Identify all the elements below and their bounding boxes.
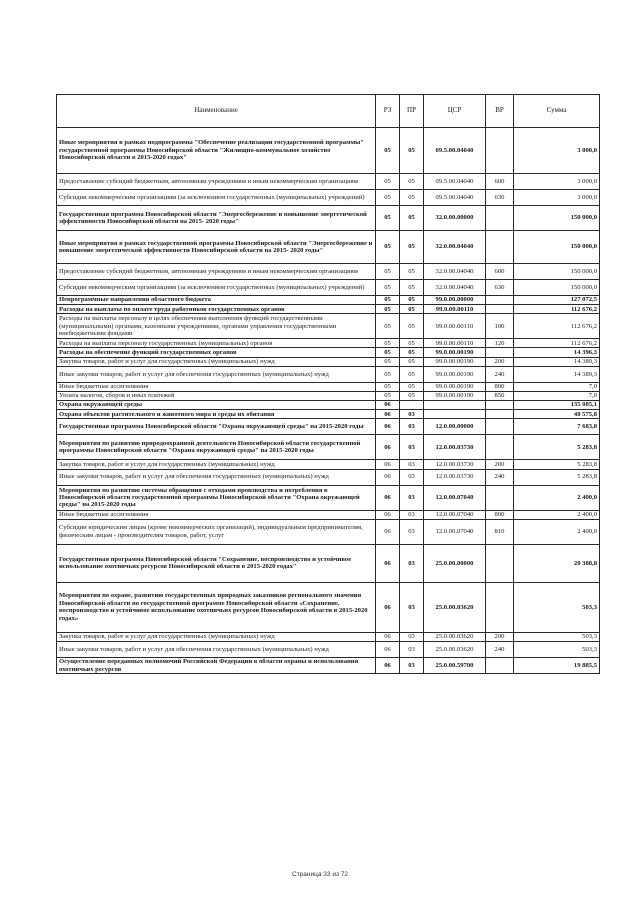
cell-pr — [400, 401, 424, 410]
cell-name: Уплата налогов, сборов и иных платежей — [57, 391, 376, 400]
cell-sum: 127 072,5 — [514, 296, 600, 305]
cell-vr — [486, 305, 514, 314]
cell-pr: 05 — [400, 339, 424, 348]
cell-name: Субсидии некоммерческим организациям (за исключением государственных (муниципальных) учреждений) — [57, 190, 376, 206]
table-row — [57, 460, 600, 469]
cell-pr: 03 — [400, 460, 424, 469]
cell-csr: 99.0.00.00110 — [424, 314, 486, 339]
table-row — [57, 206, 600, 231]
cell-name: Расходы на выплаты персоналу в целях обеспечения выполнения функций государственными (муниципальными) органами, казенными учреждениями, органами управления государственными внебюджетными фондами — [57, 314, 376, 339]
cell-csr: 32.0.00.04040 — [424, 280, 486, 296]
cell-csr: 25.0.00.03620 — [424, 582, 486, 632]
header-pr: ПР — [400, 95, 424, 128]
header-csr: ЦСР — [424, 95, 486, 128]
cell-csr: 12.0.00.03730 — [424, 460, 486, 469]
cell-pr: 05 — [400, 128, 424, 174]
cell-sum: 112 676,2 — [514, 305, 600, 314]
cell-name: Охрана окружающей среды — [57, 401, 376, 410]
cell-sum: 7,0 — [514, 382, 600, 391]
cell-sum: 3 000,0 — [514, 174, 600, 190]
cell-sum: 503,3 — [514, 582, 600, 632]
cell-rz: 05 — [376, 206, 400, 231]
cell-vr — [486, 419, 514, 435]
header-vr: ВР — [486, 95, 514, 128]
table-row — [57, 632, 600, 641]
table-row — [57, 391, 600, 400]
cell-name: Закупка товаров, работ и услуг для государственных (муниципальных) нужд — [57, 357, 376, 366]
cell-sum: 150 000,0 — [514, 231, 600, 264]
cell-vr: 600 — [486, 174, 514, 190]
budget-table — [56, 94, 600, 674]
cell-csr: 12.0.00.07040 — [424, 510, 486, 519]
cell-vr — [486, 435, 514, 460]
cell-vr: 240 — [486, 366, 514, 382]
cell-vr — [486, 348, 514, 357]
cell-rz: 05 — [376, 382, 400, 391]
cell-rz: 05 — [376, 231, 400, 264]
cell-sum: 3 000,0 — [514, 128, 600, 174]
cell-sum: 5 283,8 — [514, 435, 600, 460]
table-row — [57, 382, 600, 391]
cell-rz: 06 — [376, 582, 400, 632]
cell-sum: 7,0 — [514, 391, 600, 400]
cell-vr: 120 — [486, 339, 514, 348]
cell-csr: 25.0.00.03620 — [424, 641, 486, 657]
cell-csr: 99.0.00.00190 — [424, 366, 486, 382]
cell-rz: 05 — [376, 366, 400, 382]
cell-pr: 05 — [400, 357, 424, 366]
cell-pr: 05 — [400, 305, 424, 314]
cell-rz: 06 — [376, 485, 400, 510]
cell-vr — [486, 401, 514, 410]
cell-name: Осуществление переданных полномочий Российской Федерации в области охраны и использования охотничьих ресурсов — [57, 657, 376, 674]
cell-rz: 06 — [376, 435, 400, 460]
cell-pr: 03 — [400, 510, 424, 519]
cell-pr: 05 — [400, 264, 424, 280]
cell-name: Мероприятия по охране, развитию государственных природных заказников регионального значения Новосибирской области по государственной программе Новосибирской области «Сохранение, воспроизводство и устойчивое использование охотничьих ресурсов Новосибирской области в 2015-2020 годах» — [57, 582, 376, 632]
cell-csr — [424, 401, 486, 410]
cell-csr: 99.0.00.00190 — [424, 391, 486, 400]
cell-pr: 03 — [400, 410, 424, 419]
header-sum: Сумма — [514, 95, 600, 128]
cell-vr: 630 — [486, 280, 514, 296]
cell-pr: 05 — [400, 280, 424, 296]
cell-name: Расходы на выплаты персоналу государственных (муниципальных) органов — [57, 339, 376, 348]
cell-pr: 05 — [400, 366, 424, 382]
table-row — [57, 305, 600, 314]
cell-pr: 03 — [400, 632, 424, 641]
cell-vr — [486, 128, 514, 174]
table-row — [57, 174, 600, 190]
cell-rz: 05 — [376, 339, 400, 348]
cell-name: Иные мероприятия в рамках подпрограммы "Обеспечение реализации государственной программы" государственной программы Новосибирской области "Жилищно-коммунальное хозяйство Новосибирской области в 2015-2020 годах" — [57, 128, 376, 174]
cell-csr: 09.5.00.04040 — [424, 174, 486, 190]
table-row — [57, 641, 600, 657]
cell-rz: 05 — [376, 357, 400, 366]
cell-csr: 12.0.00.00000 — [424, 419, 486, 435]
cell-rz: 05 — [376, 190, 400, 206]
cell-vr — [486, 231, 514, 264]
cell-rz: 05 — [376, 174, 400, 190]
cell-sum: 503,3 — [514, 632, 600, 641]
cell-csr: 99.0.00.00110 — [424, 339, 486, 348]
table-row — [57, 366, 600, 382]
cell-csr: 99.0.00.00110 — [424, 305, 486, 314]
cell-rz: 06 — [376, 510, 400, 519]
cell-rz: 06 — [376, 469, 400, 485]
cell-name: Государственная программа Новосибирской области "Сохранение, воспроизводство и устойчивое использование охотничьих ресурсов Новосибирской области в 2015-2020 годах" — [57, 544, 376, 582]
cell-name: Мероприятия по развитию природоохранной деятельности Новосибирской области государственной программы Новосибирской области "Охрана окружающей среды" на 2015-2020 годы — [57, 435, 376, 460]
cell-name: Закупка товаров, работ и услуг для государственных (муниципальных) нужд — [57, 632, 376, 641]
table-row — [57, 339, 600, 348]
cell-sum: 2 400,0 — [514, 510, 600, 519]
cell-csr: 12.0.00.03730 — [424, 435, 486, 460]
cell-rz: 05 — [376, 296, 400, 305]
cell-rz: 06 — [376, 401, 400, 410]
cell-sum: 19 885,5 — [514, 657, 600, 674]
cell-rz: 06 — [376, 419, 400, 435]
cell-csr: 25.0.00.59700 — [424, 657, 486, 674]
cell-rz: 05 — [376, 264, 400, 280]
cell-sum: 112 676,2 — [514, 314, 600, 339]
cell-csr: 99.0.00.00190 — [424, 357, 486, 366]
table-row — [57, 544, 600, 582]
cell-rz: 05 — [376, 348, 400, 357]
cell-rz: 05 — [376, 280, 400, 296]
cell-rz: 06 — [376, 460, 400, 469]
cell-csr: 32.0.00.04040 — [424, 264, 486, 280]
table-row — [57, 469, 600, 485]
table-row — [57, 485, 600, 510]
cell-pr: 05 — [400, 314, 424, 339]
cell-vr: 810 — [486, 519, 514, 544]
cell-name: Иные бюджетные ассигнования — [57, 382, 376, 391]
cell-name: Расходы на выплаты по оплате труда работников государственных органов — [57, 305, 376, 314]
cell-sum: 14 389,3 — [514, 366, 600, 382]
cell-sum: 20 388,8 — [514, 544, 600, 582]
cell-vr — [486, 296, 514, 305]
cell-rz: 06 — [376, 544, 400, 582]
cell-name: Иные бюджетные ассигнования — [57, 510, 376, 519]
cell-rz: 06 — [376, 410, 400, 419]
cell-csr — [424, 410, 486, 419]
cell-vr: 200 — [486, 632, 514, 641]
cell-name: Охрана объектов растительного и животного мира и среды их обитания — [57, 410, 376, 419]
cell-sum: 112 676,2 — [514, 339, 600, 348]
cell-vr: 240 — [486, 641, 514, 657]
cell-sum: 2 400,0 — [514, 485, 600, 510]
cell-sum: 150 000,0 — [514, 280, 600, 296]
cell-name: Субсидии некоммерческим организациям (за исключением государственных (муниципальных) учреждений) — [57, 280, 376, 296]
cell-pr: 03 — [400, 485, 424, 510]
cell-vr: 200 — [486, 460, 514, 469]
cell-csr: 09.5.00.04040 — [424, 128, 486, 174]
cell-rz: 06 — [376, 641, 400, 657]
cell-vr: 800 — [486, 510, 514, 519]
cell-sum: 2 400,0 — [514, 519, 600, 544]
cell-pr: 05 — [400, 190, 424, 206]
table-row — [57, 435, 600, 460]
header-name: Наименование — [57, 95, 376, 128]
cell-csr: 12.0.00.03730 — [424, 469, 486, 485]
table-body — [57, 128, 600, 674]
cell-vr: 240 — [486, 469, 514, 485]
table-row — [57, 296, 600, 305]
cell-sum: 5 283,8 — [514, 460, 600, 469]
cell-rz: 06 — [376, 632, 400, 641]
cell-csr: 99.0.00.00190 — [424, 348, 486, 357]
cell-name: Субсидии юридическим лицам (кроме некоммерческих организаций), индивидуальным предпринимателям, физическим лицам - производителям товаров, работ, услуг — [57, 519, 376, 544]
cell-csr: 12.0.00.07040 — [424, 519, 486, 544]
header-rz: РЗ — [376, 95, 400, 128]
cell-name: Иные закупки товаров, работ и услуг для обеспечения государственных (муниципальных) нужд — [57, 469, 376, 485]
cell-name: Иные закупки товаров, работ и услуг для обеспечения государственных (муниципальных) нужд — [57, 641, 376, 657]
cell-pr: 05 — [400, 391, 424, 400]
table-row — [57, 582, 600, 632]
cell-rz: 05 — [376, 314, 400, 339]
cell-csr: 09.5.00.04040 — [424, 190, 486, 206]
cell-sum: 14 396,3 — [514, 348, 600, 357]
cell-pr: 05 — [400, 174, 424, 190]
cell-vr: 600 — [486, 264, 514, 280]
cell-pr: 03 — [400, 519, 424, 544]
cell-csr: 25.0.00.03620 — [424, 632, 486, 641]
page-number: Страница 33 из 72 — [292, 871, 348, 878]
cell-sum: 135 085,1 — [514, 401, 600, 410]
cell-sum: 503,3 — [514, 641, 600, 657]
table-row — [57, 401, 600, 410]
cell-name: Предоставление субсидий бюджетным, автономным учреждениям и иным некоммерческим организациям — [57, 264, 376, 280]
table-row — [57, 348, 600, 357]
cell-rz: 06 — [376, 519, 400, 544]
table-row — [57, 510, 600, 519]
cell-pr: 03 — [400, 641, 424, 657]
cell-sum: 48 575,8 — [514, 410, 600, 419]
cell-pr: 03 — [400, 435, 424, 460]
cell-rz: 05 — [376, 305, 400, 314]
table-row — [57, 357, 600, 366]
cell-pr: 05 — [400, 206, 424, 231]
cell-pr: 03 — [400, 657, 424, 674]
table-row — [57, 280, 600, 296]
cell-vr: 630 — [486, 190, 514, 206]
table-row — [57, 419, 600, 435]
table-row — [57, 314, 600, 339]
cell-vr — [486, 657, 514, 674]
cell-name: Иные закупки товаров, работ и услуг для обеспечения государственных (муниципальных) нужд — [57, 366, 376, 382]
cell-vr: 850 — [486, 391, 514, 400]
cell-name: Расходы на обеспечение функций государственных органов — [57, 348, 376, 357]
table-header-row — [57, 95, 600, 128]
cell-pr: 05 — [400, 296, 424, 305]
cell-csr: 32.0.00.04040 — [424, 231, 486, 264]
cell-sum: 150 000,0 — [514, 264, 600, 280]
cell-vr — [486, 582, 514, 632]
cell-vr: 800 — [486, 382, 514, 391]
cell-pr: 05 — [400, 382, 424, 391]
cell-name: Мероприятия по развитию системы обращения с отходами производства и потребления в Новосибирской области государственной программы Новосибирской области "Охрана окружающей среды" на 2015-2020 годы — [57, 485, 376, 510]
table-row — [57, 410, 600, 419]
cell-sum: 3 000,0 — [514, 190, 600, 206]
cell-pr: 03 — [400, 419, 424, 435]
table-row — [57, 190, 600, 206]
cell-csr: 99.0.00.00190 — [424, 382, 486, 391]
cell-name: Государственная программа Новосибирской области "Охрана окружающей среды" на 2015-2020 годы — [57, 419, 376, 435]
cell-vr — [486, 544, 514, 582]
cell-vr: 100 — [486, 314, 514, 339]
cell-sum: 150 000,0 — [514, 206, 600, 231]
cell-name: Иные мероприятия в рамках государственной программы Новосибирской области "Энергосбережение и повышение энергетической эффективности Новосибирской области на 2015- 2020 годы" — [57, 231, 376, 264]
cell-vr — [486, 410, 514, 419]
cell-csr: 25.0.00.00000 — [424, 544, 486, 582]
cell-vr — [486, 485, 514, 510]
cell-name: Непрограммные направления областного бюджета — [57, 296, 376, 305]
cell-pr: 03 — [400, 582, 424, 632]
cell-name: Закупка товаров, работ и услуг для государственных (муниципальных) нужд — [57, 460, 376, 469]
cell-rz: 06 — [376, 657, 400, 674]
cell-pr: 05 — [400, 231, 424, 264]
cell-name: Предоставление субсидий бюджетным, автономным учреждениям и иным некоммерческим организациям — [57, 174, 376, 190]
cell-pr: 05 — [400, 348, 424, 357]
cell-sum: 14 389,3 — [514, 357, 600, 366]
cell-pr: 03 — [400, 469, 424, 485]
cell-vr: 200 — [486, 357, 514, 366]
cell-rz: 05 — [376, 128, 400, 174]
cell-csr: 12.0.00.07040 — [424, 485, 486, 510]
table-row — [57, 128, 600, 174]
table-row — [57, 231, 600, 264]
cell-name: Государственная программа Новосибирской области "Энергосбережение и повышение энергетической эффективности Новосибирской области на 2015- 2020 годы" — [57, 206, 376, 231]
cell-sum: 5 283,8 — [514, 469, 600, 485]
cell-csr: 99.0.00.00000 — [424, 296, 486, 305]
cell-csr: 32.0.00.00000 — [424, 206, 486, 231]
table-row — [57, 657, 600, 674]
cell-pr: 03 — [400, 544, 424, 582]
cell-rz: 05 — [376, 391, 400, 400]
cell-sum: 7 683,8 — [514, 419, 600, 435]
cell-vr — [486, 206, 514, 231]
table-row — [57, 264, 600, 280]
table-row — [57, 519, 600, 544]
